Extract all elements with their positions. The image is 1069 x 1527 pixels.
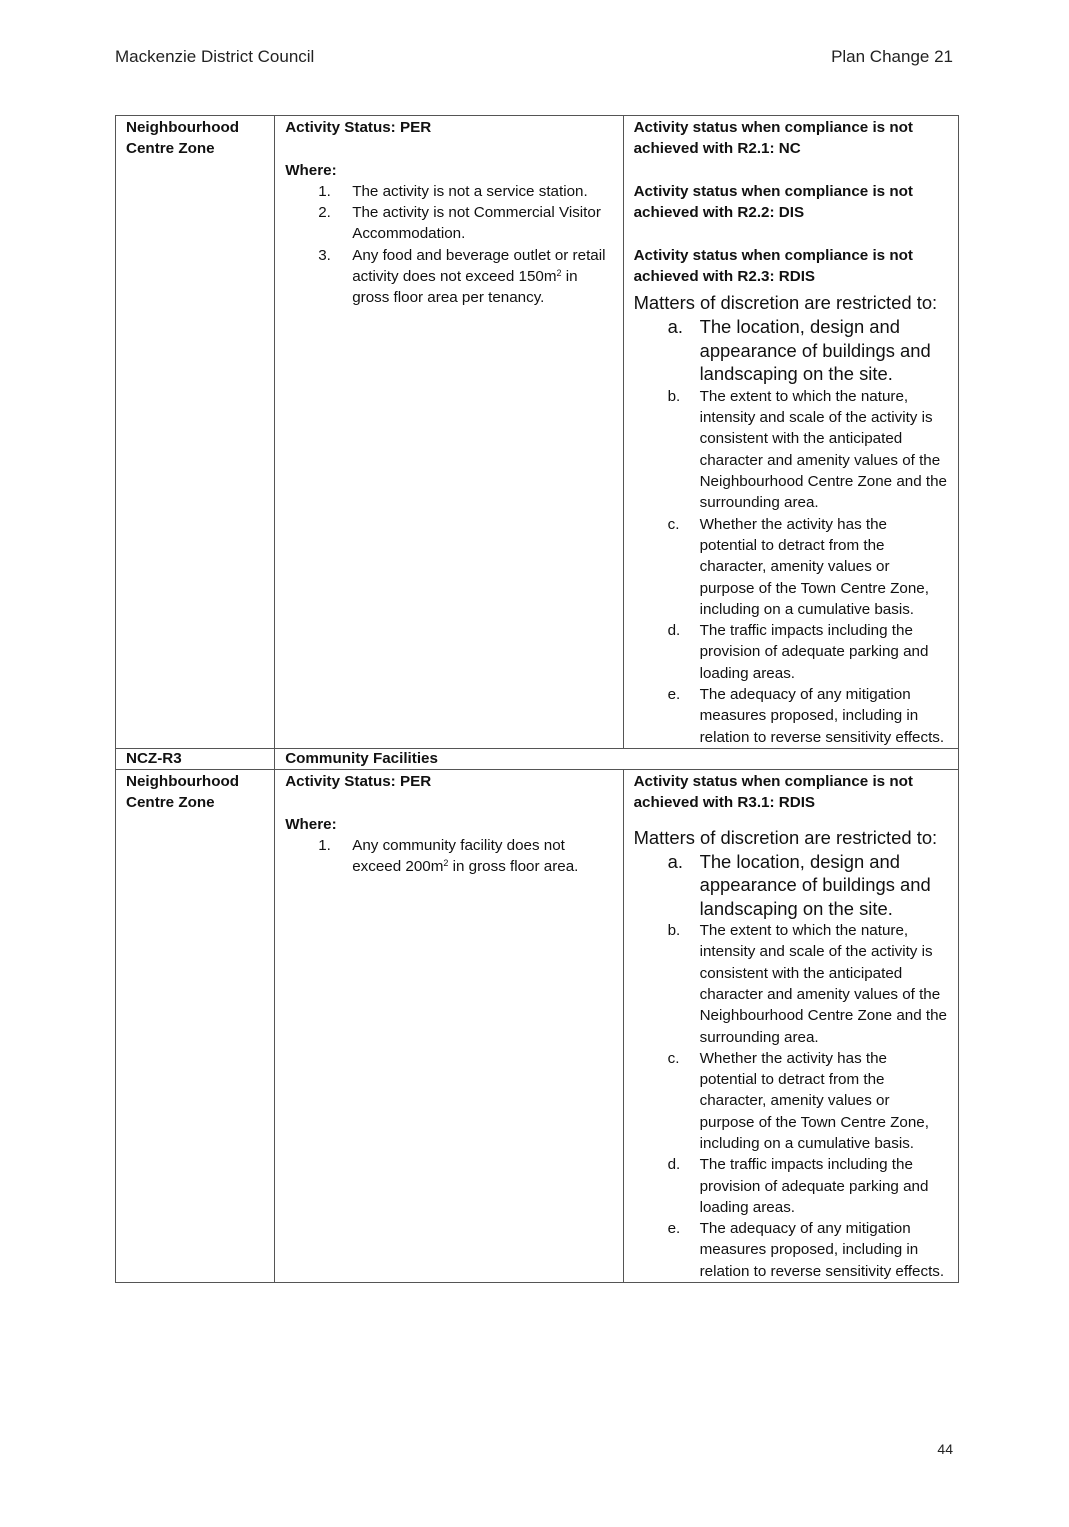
- zone-line-2: Centre Zone: [126, 794, 215, 812]
- matters-heading: Matters of discretion are restricted to:: [633, 292, 938, 314]
- condition-number: 2.: [318, 204, 331, 222]
- activity-status: Activity Status: PER: [285, 119, 432, 136]
- matter-letter: a.: [667, 316, 683, 338]
- condition-text-pre: Any community facility does not exceed 200m: [352, 836, 565, 876]
- matter-item: [634, 920, 948, 1048]
- activity-status: Activity Status: PER: [285, 772, 432, 790]
- matter-text: The location, design and appearance of buildings and landscaping on the site.: [699, 316, 931, 385]
- non-compliance-line: achieved with R2.3: RDIS: [633, 268, 816, 286]
- matter-text: Whether the activity has the potential to detract from the character, amenity values or purpose of the Town Centre Zone, including on a cumulative basis.: [699, 1049, 929, 1152]
- zone-cell: [116, 769, 275, 1282]
- superscript: 2: [556, 268, 562, 279]
- zone-line-1: Neighbourhood: [126, 119, 240, 136]
- condition-item: [285, 181, 612, 202]
- matters-heading: Matters of discretion are restricted to:: [633, 826, 938, 848]
- condition-list: [285, 835, 612, 878]
- superscript: 2: [443, 858, 449, 869]
- zone-line-2: Centre Zone: [126, 140, 215, 158]
- condition-item: [285, 835, 612, 878]
- header-council-name: Mackenzie District Council: [115, 47, 315, 66]
- matter-letter: d.: [667, 622, 681, 640]
- rule-code: NCZ-R3: [116, 748, 275, 769]
- condition-number: 1.: [318, 836, 331, 854]
- matter-letter: a.: [667, 850, 683, 872]
- zone-line-1: Neighbourhood: [126, 772, 240, 790]
- matter-text: The adequacy of any mitigation measures proposed, including in relation to reverse sensitivity effects.: [699, 1220, 945, 1280]
- matter-item: [634, 1048, 948, 1154]
- matter-letter: e.: [667, 686, 681, 704]
- matter-item: [634, 315, 948, 386]
- matter-text: The traffic impacts including the provision of adequate parking and loading areas.: [699, 1156, 929, 1216]
- matters-list: [634, 850, 948, 1283]
- condition-text-post: in gross floor area per tenancy.: [352, 268, 578, 307]
- condition-text-pre: Any food and beverage outlet or retail activity does not exceed 150m: [352, 246, 606, 286]
- rule-title: Community Facilities: [275, 748, 959, 769]
- matter-item: [634, 850, 948, 921]
- activity-status-cell: [275, 116, 623, 749]
- non-compliance-cell: [623, 769, 958, 1282]
- rules-table: [115, 115, 959, 1283]
- matter-letter: c.: [667, 515, 680, 533]
- matter-letter: b.: [667, 922, 681, 940]
- matter-text: The adequacy of any mitigation measures proposed, including in relation to reverse sensitivity effects.: [699, 686, 945, 746]
- non-compliance-status: [634, 771, 948, 814]
- non-compliance-status: [634, 117, 948, 160]
- matter-text: The traffic impacts including the provision of adequate parking and loading areas.: [699, 622, 929, 682]
- non-compliance-line: achieved with R2.2: DIS: [633, 204, 805, 222]
- page-number: 44: [937, 1441, 953, 1457]
- matter-text: The location, design and appearance of buildings and landscaping on the site.: [699, 850, 931, 919]
- non-compliance-line: Activity status when compliance is not: [633, 119, 913, 136]
- non-compliance-line: Activity status when compliance is not: [633, 182, 913, 200]
- condition-text-post: in gross floor area.: [448, 858, 579, 876]
- non-compliance-line: Activity status when compliance is not: [633, 246, 913, 264]
- zone-cell: [116, 116, 275, 749]
- condition-text: The activity is not Commercial Visitor Accommodation.: [352, 204, 601, 243]
- matters-list: [634, 315, 948, 748]
- non-compliance-line: Activity status when compliance is not: [633, 772, 913, 790]
- non-compliance-status: [634, 181, 948, 224]
- matter-item: [634, 514, 948, 620]
- rule-row-ncz-r2: [116, 116, 959, 749]
- matter-text: The extent to which the nature, intensity and scale of the activity is consistent with the anticipated character and amenity values of the Neighbourhood Centre Zone and the surrounding area.: [699, 922, 947, 1046]
- rule-row-ncz-r3: [116, 769, 959, 1282]
- matter-text: Whether the activity has the potential to detract from the character, amenity values or purpose of the Town Centre Zone, including on a cumulative basis.: [699, 515, 929, 618]
- matter-letter: c.: [667, 1049, 680, 1067]
- non-compliance-line: achieved with R3.1: RDIS: [633, 794, 816, 812]
- where-label: Where:: [285, 161, 337, 179]
- matter-letter: e.: [667, 1220, 681, 1238]
- condition-number: 1.: [318, 182, 331, 200]
- condition-item: [285, 202, 612, 245]
- rule-heading-row-ncz-r3: [116, 748, 959, 769]
- activity-status-cell: [275, 769, 623, 1282]
- matter-text: The extent to which the nature, intensity and scale of the activity is consistent with the anticipated character and amenity values of the Neighbourhood Centre Zone and the surrounding area.: [699, 387, 947, 512]
- header-plan-change: Plan Change 21: [831, 47, 953, 66]
- matter-item: [634, 684, 948, 748]
- non-compliance-cell: [623, 116, 958, 749]
- matter-item: [634, 386, 948, 514]
- condition-text: The activity is not a service station.: [352, 182, 588, 200]
- matter-item: [634, 1218, 948, 1282]
- condition-item: [285, 245, 612, 309]
- where-label: Where:: [285, 815, 337, 833]
- matter-item: [634, 620, 948, 684]
- condition-list: [285, 181, 612, 309]
- matter-item: [634, 1154, 948, 1218]
- condition-number: 3.: [318, 246, 331, 264]
- non-compliance-status: [634, 245, 948, 288]
- matter-letter: d.: [667, 1156, 681, 1174]
- non-compliance-line: achieved with R2.1: NC: [633, 140, 801, 158]
- matter-letter: b.: [667, 387, 681, 405]
